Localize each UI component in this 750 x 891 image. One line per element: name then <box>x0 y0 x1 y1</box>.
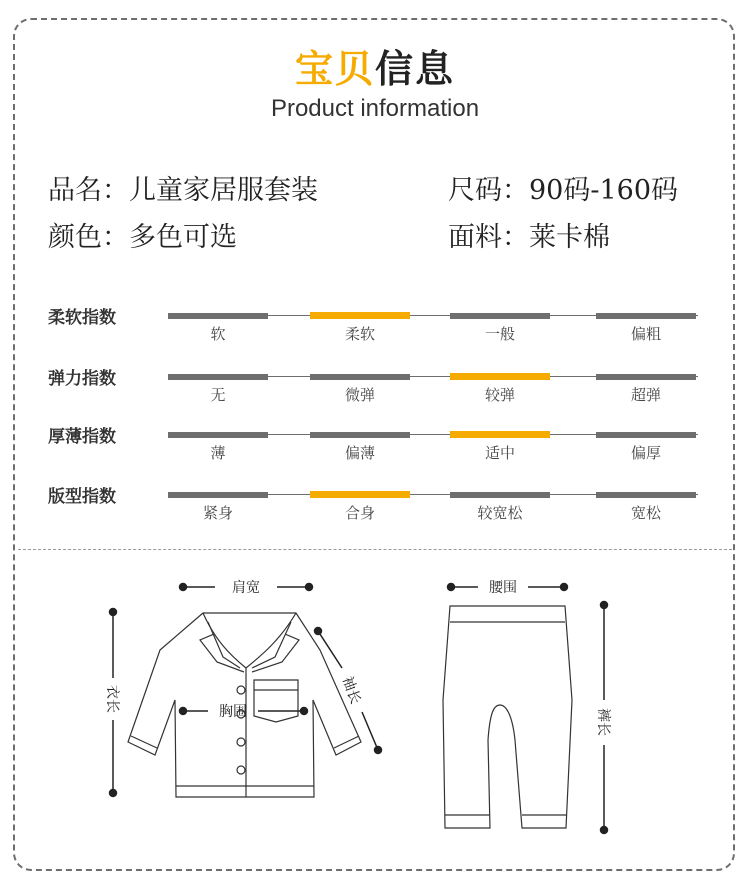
label-pants-length: 裤长 <box>595 708 611 736</box>
scale-option: 偏粗 <box>630 325 661 343</box>
scale-option: 薄 <box>210 444 226 462</box>
label-chest: 胸围 <box>219 704 247 720</box>
scale-option: 柔软 <box>344 325 375 343</box>
label-shirt-width: 肩宽 <box>232 580 260 596</box>
info-name: 品名：儿童家居服套装 <box>48 175 318 206</box>
scale-option: 软 <box>210 325 226 343</box>
scale-option: 超弹 <box>630 386 661 404</box>
label-shirt-length: 衣长 <box>104 685 120 713</box>
scale-label: 版型指数 <box>48 487 116 507</box>
label-waist: 腰围 <box>489 580 517 596</box>
label-sleeve: 袖长 <box>338 674 364 707</box>
scale-option: 紧身 <box>202 504 233 522</box>
page-subtitle: Product information <box>270 95 480 122</box>
scale-label: 弹力指数 <box>48 369 116 389</box>
title-highlight: 宝贝 <box>294 47 375 91</box>
info-color: 颜色：多色可选 <box>48 222 237 253</box>
scale-label: 厚薄指数 <box>48 427 116 447</box>
scale-option: 偏厚 <box>630 444 661 462</box>
scale-option: 较弹 <box>484 386 515 404</box>
info-fabric: 面料：莱卡棉 <box>448 222 610 253</box>
scale-label: 柔软指数 <box>48 308 116 328</box>
scale-option: 宽松 <box>630 504 661 522</box>
scale-option: 偏薄 <box>344 444 375 462</box>
scale-option: 无 <box>210 386 226 404</box>
scale-option: 较宽松 <box>477 504 523 522</box>
scale-option: 微弹 <box>344 386 375 404</box>
scale-option: 合身 <box>344 504 375 522</box>
title-rest: 信息 <box>375 47 456 91</box>
scale-option: 一般 <box>484 325 515 343</box>
info-size: 尺码：90码-160码 <box>448 175 679 206</box>
scale-option: 适中 <box>484 444 515 462</box>
